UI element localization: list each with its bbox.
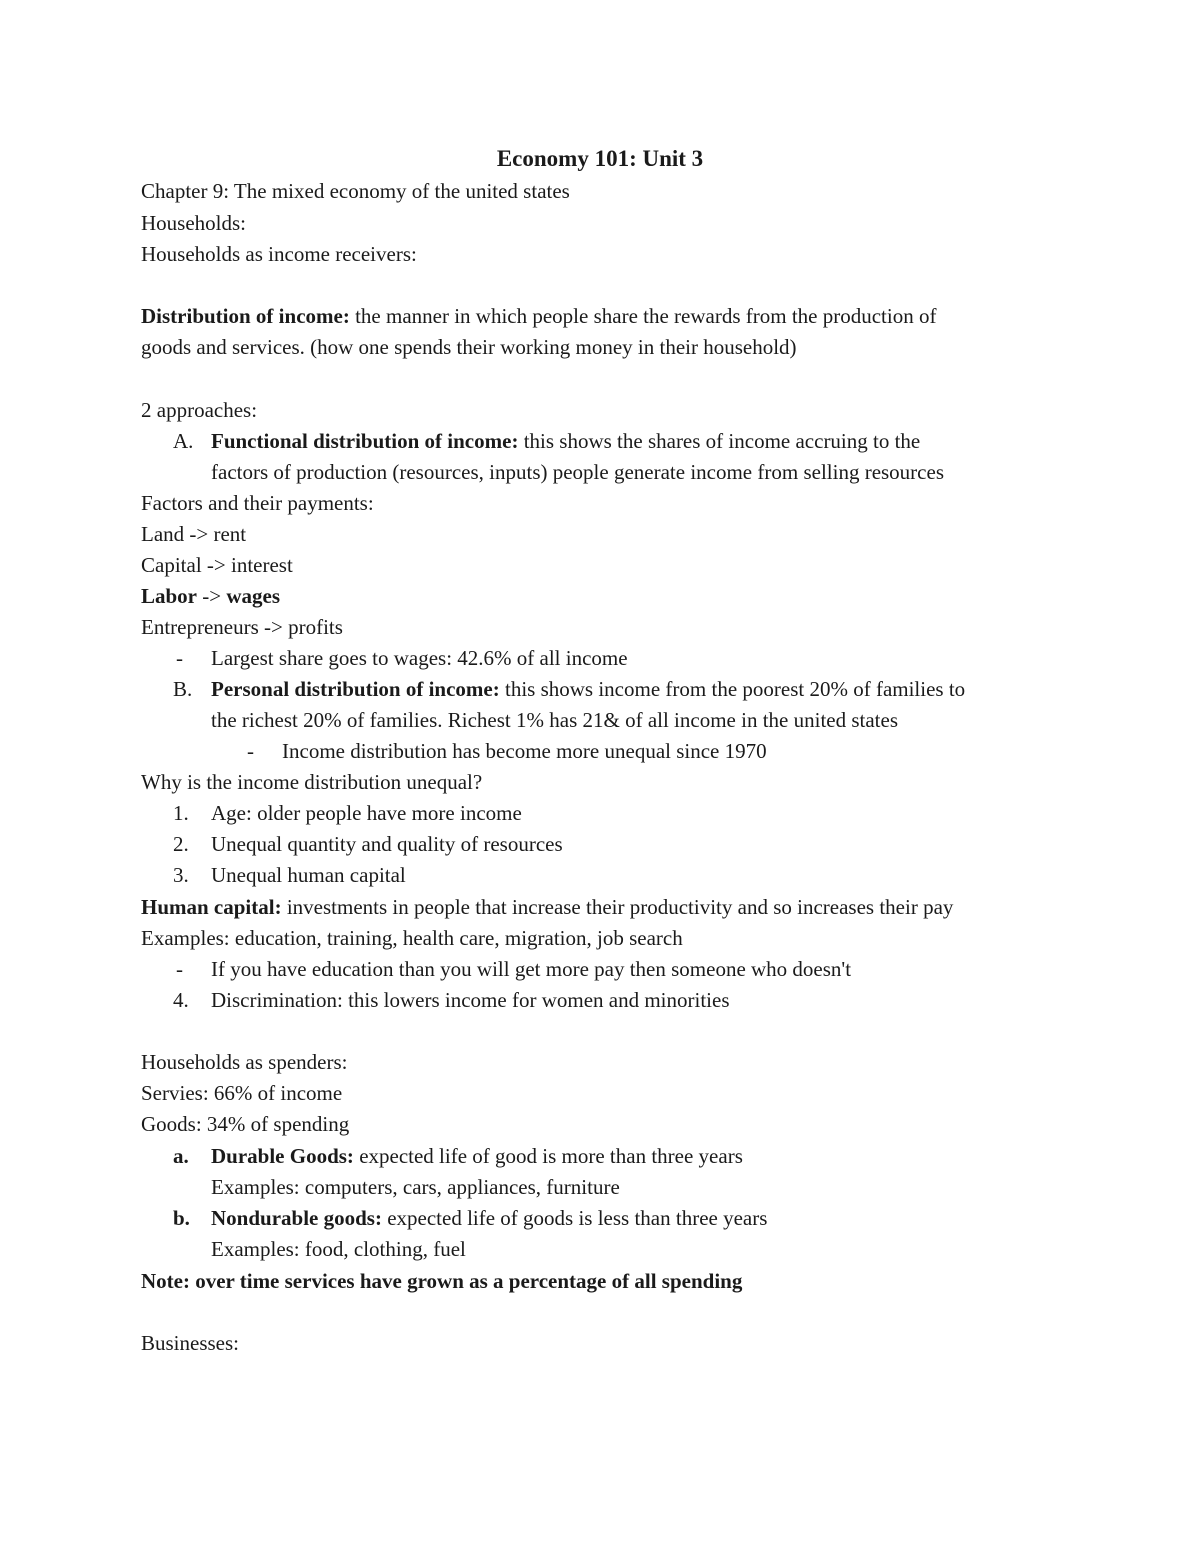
human-capital-definition <box>141 893 953 921</box>
labor-arrow: -> <box>197 584 227 608</box>
education-note: If you have education than you will get more pay then someone who doesn't <box>211 957 852 981</box>
reason-2: Unequal quantity and quality of resources <box>211 832 563 856</box>
durable-goods-def: expected life of good is more than three years <box>353 1144 743 1168</box>
approach-b-line1 <box>211 675 965 703</box>
dash-marker: - <box>247 739 254 763</box>
factor-capital: Capital -> interest <box>141 553 293 577</box>
approach-b-line2: the richest 20% of families. Richest 1% has 21& of all income in the united states <box>211 708 899 732</box>
human-capital-examples: Examples: education, training, health care, migration, job search <box>141 926 683 950</box>
durable-goods-definition <box>211 1142 743 1170</box>
list-marker-a-lower: a. <box>173 1144 189 1168</box>
labor-word: Labor <box>141 584 198 608</box>
list-marker-b: B. <box>173 677 193 701</box>
labor-payment: wages <box>226 584 281 608</box>
chapter-heading: Chapter 9: The mixed economy of the united states <box>141 179 570 203</box>
nondurable-goods-def: expected life of goods is less than three years <box>381 1206 768 1230</box>
human-capital-term: Human capital: <box>141 895 282 919</box>
nondurable-goods-term: Nondurable goods: <box>211 1206 382 1230</box>
factor-entrepreneurs: Entrepreneurs -> profits <box>141 615 343 639</box>
income-inequality-note: Income distribution has become more unequal since 1970 <box>282 739 767 763</box>
approach-a-text: this shows the shares of income accruing to the <box>518 429 921 453</box>
durable-goods-term: Durable Goods: <box>211 1144 354 1168</box>
approach-b-term: Personal distribution of income: <box>211 677 500 701</box>
distribution-def-text: the manner in which people share the rewards from the production of <box>349 304 937 328</box>
goods-share: Goods: 34% of spending <box>141 1112 350 1136</box>
list-marker-2: 2. <box>173 832 189 856</box>
wages-note: Largest share goes to wages: 42.6% of all income <box>211 646 628 670</box>
why-unequal-question: Why is the income distribution unequal? <box>141 770 483 794</box>
approaches-label: 2 approaches: <box>141 398 258 422</box>
factors-heading: Factors and their payments: <box>141 491 374 515</box>
distribution-definition-line1 <box>141 302 936 330</box>
durable-goods-examples: Examples: computers, cars, appliances, furniture <box>211 1175 620 1199</box>
nondurable-goods-definition <box>211 1204 767 1232</box>
businesses-heading: Businesses: <box>141 1331 240 1355</box>
spending-note: Note: over time services have grown as a percentage of all spending <box>141 1269 743 1293</box>
approach-a-line1 <box>211 427 920 455</box>
distribution-term: Distribution of income: <box>141 304 350 328</box>
list-marker-a: A. <box>173 429 194 453</box>
approach-b-text: this shows income from the poorest 20% of families to <box>499 677 966 701</box>
reason-1: Age: older people have more income <box>211 801 522 825</box>
approach-a-term: Functional distribution of income: <box>211 429 519 453</box>
factor-land: Land -> rent <box>141 522 247 546</box>
reason-3: Unequal human capital <box>211 863 406 887</box>
human-capital-def: investments in people that increase their productivity and so increases their pay <box>281 895 954 919</box>
income-receivers-heading: Households as income receivers: <box>141 242 417 266</box>
spenders-heading: Households as spenders: <box>141 1050 348 1074</box>
list-marker-1: 1. <box>173 801 189 825</box>
distribution-definition-line2: goods and services. (how one spends their working money in their household) <box>141 335 797 359</box>
approach-a-line2: factors of production (resources, inputs) people generate income from selling resources <box>211 460 944 484</box>
dash-marker: - <box>176 957 183 981</box>
reason-4: Discrimination: this lowers income for women and minorities <box>211 988 730 1012</box>
document-title: Economy 101: Unit 3 <box>496 146 704 171</box>
dash-marker: - <box>176 646 183 670</box>
services-share: Servies: 66% of income <box>141 1081 343 1105</box>
households-heading: Households: <box>141 211 246 235</box>
list-marker-3: 3. <box>173 863 189 887</box>
list-marker-b-lower: b. <box>173 1206 190 1230</box>
factor-labor <box>141 582 280 610</box>
nondurable-goods-examples: Examples: food, clothing, fuel <box>211 1237 466 1261</box>
list-marker-4: 4. <box>173 988 189 1012</box>
